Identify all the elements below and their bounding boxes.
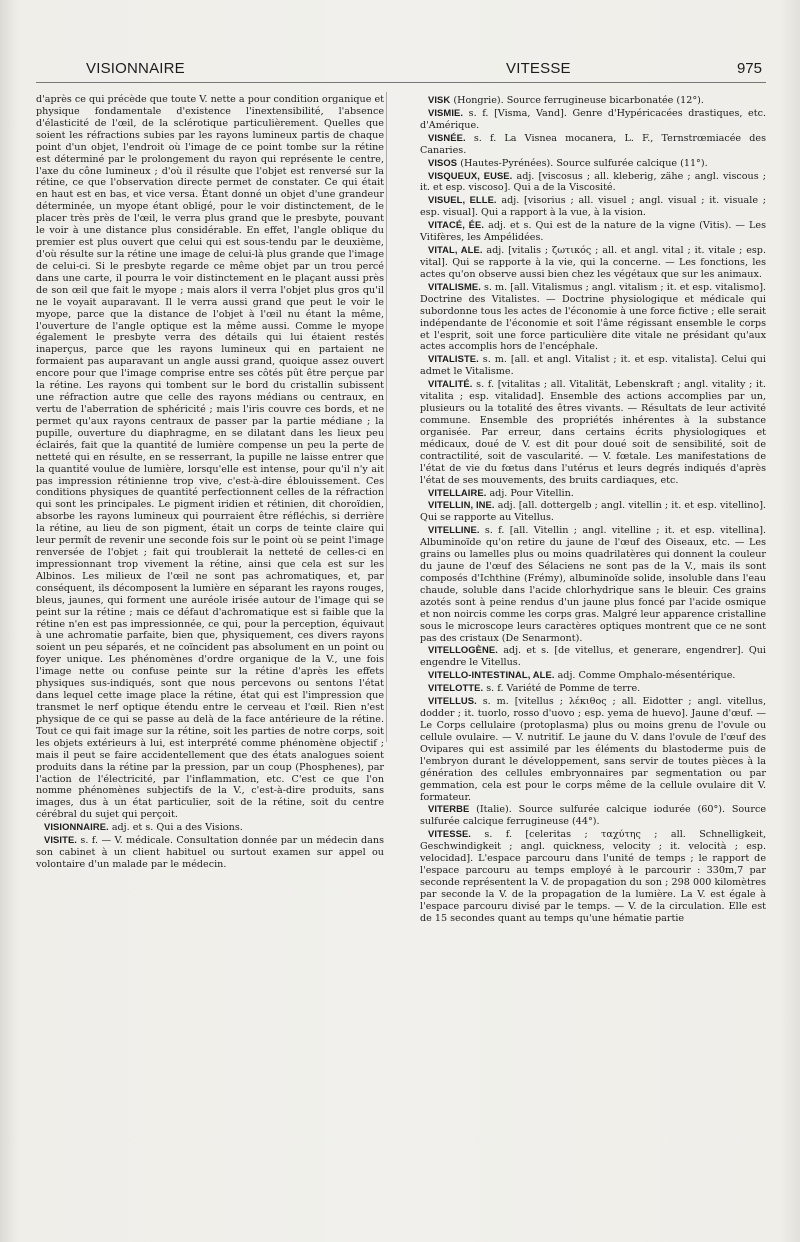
entry-headword: VITELLOGÈNE. bbox=[428, 644, 498, 656]
entry-text: adj. et s. [de vitellus, et generare, engendrer]. Qui engendre le Vitellus. bbox=[420, 645, 766, 669]
entry-vitalite bbox=[420, 378, 766, 486]
entry-vismie bbox=[420, 107, 766, 132]
entry-text: adj. et s. Qui est de la nature de la vigne (Vitis). — Les Vitifères, les Ampélidées. bbox=[420, 220, 766, 244]
entry-text: s. m. [all. et angl. Vitalist ; it. et esp. vitalista]. Celui qui admet le Vitalisme. bbox=[420, 354, 766, 378]
entry-headword: VITALITÉ. bbox=[428, 378, 473, 390]
entry-text: s. f. [Visma, Vand]. Genre d'Hypéricacées drastiques, etc. d'Amérique. bbox=[420, 107, 766, 131]
entry-headword: VITERBE bbox=[428, 803, 470, 815]
entry-visnee bbox=[420, 132, 766, 157]
entry-vitalisme bbox=[420, 281, 766, 354]
header-rule bbox=[36, 82, 766, 83]
entry-vitellin bbox=[420, 499, 766, 524]
entry-text: s. f. La Visnea mocanera, L. F., Ternstrœmiacée des Canaries. bbox=[420, 132, 766, 156]
entry-visos bbox=[420, 157, 766, 170]
entry-headword: VITELLINE. bbox=[428, 524, 480, 536]
entry-text: adj. [visorius ; all. visuel ; angl. visual ; it. visuale ; esp. visual]. Qui a rapport à la vue, à la vision. bbox=[420, 195, 766, 219]
entry-vitesse bbox=[420, 828, 766, 924]
entry-text: adj. et s. Qui a des Visions. bbox=[108, 822, 243, 834]
entry-text: s. f. Variété de Pomme de terre. bbox=[483, 683, 641, 695]
entry-viterbe bbox=[420, 803, 766, 828]
entry-headword: VITESSE. bbox=[428, 828, 472, 840]
entry-vital bbox=[420, 244, 766, 281]
entry-headword: VITELOTTE. bbox=[428, 682, 484, 694]
entry-headword: VITELLAIRE. bbox=[428, 486, 487, 498]
entry-text: (Hautes-Pyrénées). Source sulfurée calcique (11°). bbox=[457, 157, 708, 169]
header-center-word: VITESSE bbox=[506, 60, 571, 77]
right-column bbox=[420, 94, 766, 925]
entry-text: s. f. [vitalitas ; all. Vitalität, Lebenskraft ; angl. vitality ; it. vitalita ; esp. vitalidad]. Ensemble des actions accomplies par un, plusieurs ou la totalité des êtres vivants. — Résultats de leur activité commune. Ensemble des propriétés inhérentes à la substance organisée. Par erreur, dans certains écrits physiologiques et médicaux, doué de V. est dit pour doué soit de sensibilité, soit de contractilité, soit de vascularité. — V. fœtale. Les manifestations de l'état de vie du fœtus dans l'utérus et leurs degrés indiqués d'après l'état de ses mouvements, des bruits cardiaques, etc. bbox=[420, 379, 766, 486]
entry-headword: VISUEL, ELLE. bbox=[428, 194, 497, 206]
entry-headword: VISQUEUX, EUSE. bbox=[428, 169, 513, 181]
entry-visqueux bbox=[420, 170, 766, 195]
entry-vitelotte bbox=[420, 682, 766, 695]
entry-vitellogene bbox=[420, 644, 766, 669]
column-divider bbox=[386, 92, 387, 742]
entry-headword: VITELLIN, INE. bbox=[428, 499, 495, 511]
entry-text: s. f. — V. médicale. Consultation donnée par un médecin dans son cabinet à un client habituel ou surtout examen sur appel ou volontaire d'un malade par le médecin. bbox=[36, 835, 384, 870]
entry-visionnaire bbox=[36, 821, 384, 834]
entry-headword: VISOS bbox=[428, 156, 458, 168]
entry-text: s. f. [celeritas ; ταχύτης ; all. Schnelligkeit, Geschwindigkeit ; angl. quickness, velocity ; it. velocità ; esp. velocidad]. L'espace parcouru dans l'unité de temps ; le rapport de l'espace parcouru au temps employé à le parcourir : 330m,7 par seconde représentent la V. de propagation du son ; 298 000 kilomètres par seconde la V. de la propagation de la lumière. La V. est égale à l'espace parcouru divisé par le temps. — V. de la circulation. Elle est de 15 secondes quant au temps qu'une hématie partie bbox=[420, 829, 766, 924]
entry-headword: VITACÉ, ÉE. bbox=[428, 219, 485, 231]
entry-text: s. m. [all. Vitalismus ; angl. vitalism ; it. et esp. vitalismo]. Doctrine des Vitalistes. — Doctrine physiologique et médicale qui subordonne tous les actes de l'économie à une force fictive ; elle serait indépendante de l'économie et soit l'âme régissant ensemble le corps et l'esprit, soit une force particulière dite vitale ne présidant qu'aux actes accomplis hors de l'encéphale. bbox=[420, 281, 766, 353]
entry-headword: VISIONNAIRE. bbox=[44, 821, 109, 833]
entry-text: s. f. [all. Vitellin ; angl. vitelline ; it. et esp. vitellina]. Albuminoïde qu'on retire du jaune de l'œuf des Oiseaux, etc. — Les grains ou lamelles plus ou moins quadrilatères qui donnent la couleur du jaune de l'œuf des Sélaciens ne sont pas de la V., mais ils sont composés d'Ichthine (Frémy), albuminoïde solide, insoluble dans l'eau chaude, soluble dans l'acide chlorhydrique sans le bleuir. Ces grains azotés sont à peine rendus d'un jaune plus foncé par l'acide osmique et non noircis comme les corps gras. Malgré leur apparence cristalline sous le microscope leurs caractères optiques montrent que ce ne sont pas des cristaux (De Senarmont). bbox=[420, 525, 766, 644]
entry-headword: VITAL, ALE. bbox=[428, 244, 483, 256]
entry-headword: VITELLO-INTESTINAL, ALE. bbox=[428, 669, 555, 681]
entry-visuel bbox=[420, 194, 766, 219]
left-column bbox=[36, 94, 384, 871]
entry-text: adj. [all. dottergelb ; angl. vitellin ; it. et esp. vitellino]. Qui se rapporte au Vitellus. bbox=[420, 500, 766, 524]
entry-text: (Italie). Source sulfurée calcique iodurée (60°). Source sulfurée calcique ferrugineuse (44°). bbox=[420, 804, 766, 828]
entry-headword: VITELLUS. bbox=[428, 695, 477, 707]
entry-vitello-intestinal bbox=[420, 669, 766, 682]
entry-headword: VISMIE. bbox=[428, 106, 464, 118]
entry-vitellaire bbox=[420, 487, 766, 500]
entry-headword: VISK bbox=[428, 94, 451, 105]
running-header bbox=[36, 60, 770, 84]
entry-text: adj. [vitalis ; ζωτικός ; all. et angl. vital ; it. vitale ; esp. vital]. Qui se rapporte à la vie, qui la concerne. — Les fonctions, les actes qu'on observe aussi bien chez les végétaux que sur les animaux. bbox=[420, 245, 766, 280]
header-left-word: VISIONNAIRE bbox=[86, 60, 185, 77]
entry-text: adj. Comme Omphalo-mésentérique. bbox=[554, 670, 736, 682]
entry-headword: VISITE. bbox=[44, 834, 77, 846]
entry-headword: VITALISTE. bbox=[428, 353, 479, 365]
entry-text: (Hongrie). Source ferrugineuse bicarbonatée (12°). bbox=[450, 95, 704, 106]
entry-text: adj. Pour Vitellin. bbox=[486, 487, 574, 499]
entry-visk bbox=[420, 94, 766, 107]
entry-text: s. m. [vitellus ; λέκιθος ; all. Eidotter ; angl. vitellus, dodder ; it. tuorlo, rosso d'uovo ; esp. yema de huevo]. Jaune d'œuf. — Le Corps cellulaire (protoplasma) plus ou moins grenu de l'ovule ou cellule ovulaire. — V. nutritif. Le jaune du V. dans l'ovule de l'œuf des Ovipares qui est assimilé par les éléments du blastoderme puis de l'embryon durant le développement, sans servir de toutes pièces à la génération des cellules embryonnaires par segmentation ou par gemmation, cela est pour le corps même de la cellule ovulaire dit V. formateur. bbox=[420, 696, 766, 803]
continuation-paragraph: d'après ce qui précède que toute V. nette a pour condition organique et physique fondamentale d'existence l'inextensibilité, l'absence d'élasticité de l'œil, de la sclérotique particulièrement. Quelles que soient les réfractions subies par les rayons lumineux partis de chaque point d'un objet, l'endroit où l'image de ce point tombe sur la rétine est déterminé par le prolongement du rayon qui représente le centre, l'axe du cône lumineux ; d'où il résulte que l'objet est renversé sur la rétine, ce que l'observation directe permet de constater. Ce qui était en haut est en bas, et vice versa. Étant donné un objet d'une grandeur déterminée, un myope étant obligé, pour le voir distinctement, de le placer très près de l'œil, le verra plus grand que le presbyte, pouvant le voir à une distance plus considérable. En effet, l'angle oblique du premier est plus ouvert que celui qui est sous-tendu par le deuxième, d'où résulte sur la rétine une image de celui-là plus grande que l'image de celui-ci. Si le presbyte regarde ce même objet par un trou percé dans une carte, il pourra le voir distinctement en le plaçant aussi près de son œil que fait le myope ; mais alors il verra l'objet plus gros qu'il ne le voyait auparavant. Il le verra aussi grand que peut le voir le myope, parce que la distance de l'objet à l'œil nu étant la même, l'ouverture de l'angle optique est la même aussi. Comme le myope également le presbyte verra des détails qui lui étaient restés inaperçus, parce que les rayons lumineux qui en partaient ne formaient pas auparavant un angle aussi grand, quoique assez ouvert encore pour que l'image comprise entre ses côtés pût être perçue par la rétine. Les rayons qui tombent sur le bord du cristallin subissent une réfraction autre que celle des rayons médians ou centraux, en vertu de l'aberration de sphéricité ; mais l'iris couvre ces bords, et ne permet qu'aux rayons centraux de passer par la partie médiane ; la pupille, ouverture du diaphragme, en se dilatant dans les lieux peu éclairés, fait que la quantité de lumière compense un peu la perte de netteté qui en résulte, en se resserrant, la pupille ne laisse entrer que la quantité voulue de lumière, lorsqu'elle est intense, pour qu'il n'y ait pas impression rétinienne trop vive, c'est-à-dire éblouissement. Ces conditions physiques de quantité perfectionnent celles de la réfraction qui sont les principales. Le pigment iridien et rétinien, dit choroïdien, absorbe les rayons lumineux qui pourraient être réfléchis, si derrière la rétine, au lieu de son pigment, était un corps de teinte claire qui leur permît de revenir une seconde fois sur le point où se peint l'image renversée de l'objet ; fait qui troublerait la netteté de celles-ci en impressionnant trop vivement la rétine, ainsi que cela est sur les Albinos. Les milieux de l'œil ne sont pas achromatiques, et, par conséquent, ils décomposent la lumière en séparant les rayons rouges, bleus, jaunes, qui forment une auréole irisée autour de l'image qui se peint sur la rétine ; mais ce défaut d'achromatique est si faible que la rétine n'en est pas impressionnée, ce qui, pour la perception, équivaut à une achromatie parfaite, bien que, physiquement, ces divers rayons soient un peu séparés, et ne coïncident pas absolument en un point ou foyer unique. Les phénomènes d'ordre organique de la V., une fois l'image nette ou confuse peinte sur la rétine d'après les effets physiques sus-indiqués, sont que nous percevons ou sentons l'état dans lequel cette image place la rétine, état qui est l'impression que transmet le nerf optique étendu entre le cerveau et l'œil. Rien n'est physique de ce qui se passe au delà de la face antérieure de la rétine. Tout ce qui fait image sur la rétine, soit les parties de notre corps, soit les objets extérieurs à lui, est interprété comme phénomène objectif ; mais il peut se faire accidentellement que des états analogues soient produits dans la rétine par la pression, par un coup (Phosphenes), par l'action de l'électricité, par l'inflammation, etc. C'est ce que l'on nomme phénomènes subjectifs de la V., c'est-à-dire produits, sans images, dus à un état particulier, soit de la rétine, soit du centre cérébral du sujet qui perçoit. bbox=[36, 94, 384, 821]
entry-headword: VISNÉE. bbox=[428, 131, 466, 143]
entry-vitelline bbox=[420, 524, 766, 644]
entry-vitace bbox=[420, 219, 766, 244]
entry-text: adj. [viscosus ; all. kleberig, zähe ; angl. viscous ; it. et esp. viscoso]. Qui a de la Viscosité. bbox=[420, 170, 766, 194]
entry-vitellus bbox=[420, 695, 766, 803]
entry-headword: VITALISME. bbox=[428, 280, 481, 292]
page-number: 975 bbox=[736, 60, 762, 77]
entry-visite bbox=[36, 834, 384, 871]
entry-vitaliste bbox=[420, 353, 766, 378]
